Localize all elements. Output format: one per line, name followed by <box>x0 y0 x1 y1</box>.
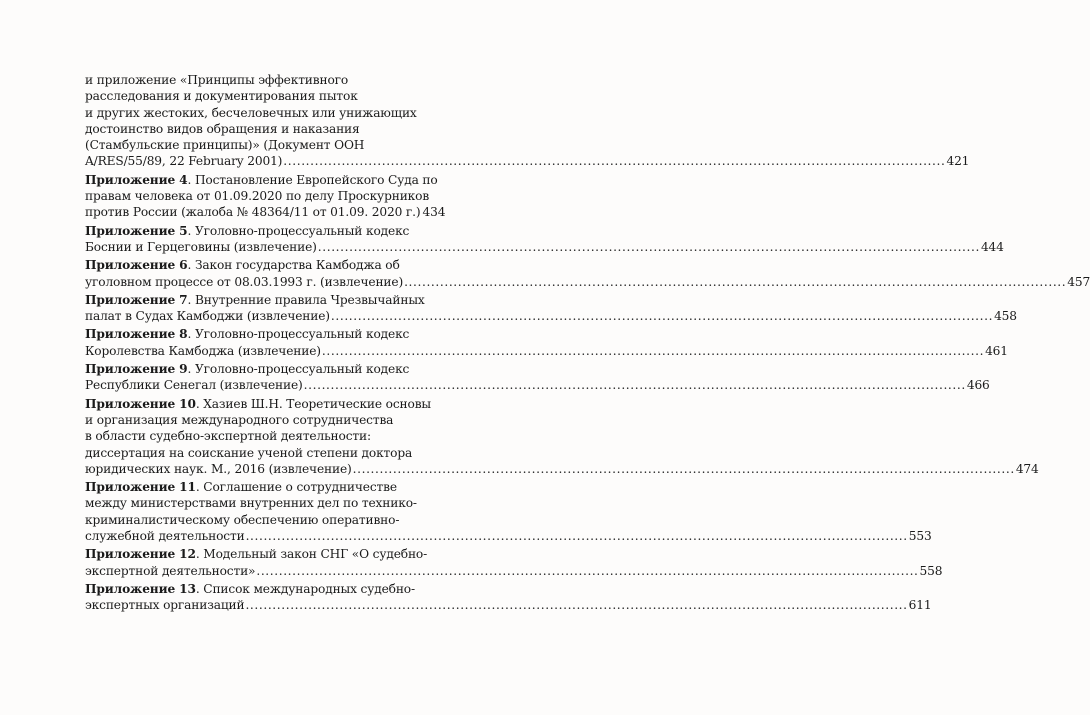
appendix-label: Приложение 11 <box>85 480 196 495</box>
toc-entry-line <box>85 72 433 88</box>
toc-entry-text: достоинство видов обращения и наказания <box>85 121 360 136</box>
toc-entry-last-line <box>85 528 932 544</box>
toc-entry-line <box>85 223 433 239</box>
toc-entry-text: правам человека от 01.09.2020 по делу Проскурников <box>85 189 430 204</box>
toc-entry-last-line <box>85 239 1004 255</box>
page-number: 461 <box>985 343 1008 358</box>
page-number: 458 <box>994 309 1017 324</box>
toc-entry-text: палат в Судах Камбоджи (извлечение) <box>85 309 330 324</box>
toc-entry-text: (Стамбульские принципы)» (Документ ООН <box>85 138 365 153</box>
toc-entry-text: и организация международного сотрудничества <box>85 412 394 427</box>
toc-entry-text: криминалистическому обеспечению оперативно- <box>85 512 400 527</box>
toc-entry-text: Королевства Камбоджа (извлечение) <box>85 343 321 358</box>
dot-leader <box>331 308 993 324</box>
toc-entry-text: и других жестоких, бесчеловечных или унижающих <box>85 105 417 120</box>
toc-entry-text: Республики Сенегал (извлечение) <box>85 378 303 393</box>
toc-entry-last-line <box>85 204 446 220</box>
toc-entry-last-line <box>85 597 932 613</box>
toc-entry <box>85 396 1039 477</box>
dot-leader <box>256 563 918 579</box>
toc-entry-text: A/RES/55/89, 22 February 2001) <box>85 154 283 169</box>
toc-entry-text: . Закон государства Камбоджа об <box>187 258 400 273</box>
toc-entry-line <box>85 479 433 495</box>
toc-entry-text: . Модельный закон СНГ «О судебно- <box>195 547 428 562</box>
toc-entry-last-line <box>85 461 1039 477</box>
toc-entry-line <box>85 121 433 137</box>
dot-leader <box>245 597 907 613</box>
toc-entry-text: юридических наук. М., 2016 (извлечение) <box>85 461 352 476</box>
toc-entry-text: . Уголовно-процессуальный кодекс <box>187 362 410 377</box>
dot-leader <box>246 528 908 544</box>
toc-entry-line <box>85 361 433 377</box>
toc-entry-line <box>85 326 433 342</box>
page-number: 421 <box>946 154 970 169</box>
table-of-contents <box>85 72 1090 616</box>
dot-leader <box>318 239 980 255</box>
toc-entry-line <box>85 292 433 308</box>
toc-entry-text: экспертных организаций <box>85 598 245 613</box>
toc-entry <box>85 326 1008 359</box>
appendix-label: Приложение 8 <box>85 327 188 342</box>
toc-entry-line <box>85 581 433 597</box>
toc-entry-last-line <box>85 274 1090 290</box>
page-number: 558 <box>919 563 943 578</box>
toc-entry <box>85 581 932 614</box>
appendix-label: Приложение 10 <box>85 396 196 411</box>
toc-entry <box>85 223 1004 256</box>
appendix-label: Приложение 7 <box>85 292 188 307</box>
toc-entry <box>85 546 943 579</box>
appendix-label: Приложение 12 <box>85 547 196 562</box>
toc-entry-text: между министерствами внутренних дел по технико- <box>85 496 417 511</box>
appendix-label: Приложение 13 <box>85 581 196 596</box>
page-number: 434 <box>422 205 446 220</box>
toc-entry-line <box>85 512 433 528</box>
toc-entry <box>85 172 446 221</box>
page-number: 444 <box>980 239 1004 254</box>
toc-entry-text: экспертной деятельности» <box>85 563 256 578</box>
page-number: 553 <box>908 529 932 544</box>
toc-entry-text: . Хазиев Ш.Н. Теоретические основы <box>195 396 431 411</box>
dot-leader <box>283 153 945 169</box>
toc-entry-line <box>85 172 438 188</box>
toc-entry-line <box>85 495 433 511</box>
appendix-label: Приложение 9 <box>85 362 188 377</box>
dot-leader <box>404 274 1066 290</box>
appendix-label: Приложение 5 <box>85 223 188 238</box>
page-number: 474 <box>1015 461 1039 476</box>
toc-entry-text: . Уголовно-процессуальный кодекс <box>187 327 410 342</box>
toc-entry-line <box>85 396 433 412</box>
toc-entry-last-line <box>85 153 970 169</box>
toc-entry-text: Боснии и Герцеговины (извлечение) <box>85 239 317 254</box>
toc-entry-text: . Внутренние правила Чрезвычайных <box>187 292 425 307</box>
toc-entry <box>85 361 990 394</box>
toc-entry-line <box>85 412 433 428</box>
toc-entry-line <box>85 428 433 444</box>
toc-entry-last-line <box>85 343 1008 359</box>
toc-entry-line <box>85 105 433 121</box>
toc-entry-text: уголовном процессе от 08.03.1993 г. (извлечение) <box>85 274 404 289</box>
page-number: 466 <box>966 378 990 393</box>
toc-entry-text: против России (жалоба № 48364/11 от 01.09. 2020 г.) <box>85 205 421 220</box>
toc-entry-last-line <box>85 563 943 579</box>
dot-leader <box>353 461 1015 477</box>
toc-entry-line <box>85 257 433 273</box>
page-number: 611 <box>908 598 932 613</box>
toc-entry-text: . Уголовно-процессуальный кодекс <box>187 223 410 238</box>
toc-entry-last-line <box>85 308 1017 324</box>
toc-entry <box>85 257 1090 290</box>
dot-leader <box>322 343 984 359</box>
page-number: 457 <box>1067 274 1090 289</box>
toc-entry <box>85 292 1017 325</box>
toc-entry-text: и приложение «Принципы эффективного <box>85 73 349 87</box>
appendix-label: Приложение 4 <box>85 172 188 187</box>
toc-entry-text: диссертация на соискание ученой степени доктора <box>85 445 413 460</box>
toc-entry-text: . Постановление Европейского Суда по <box>187 172 438 187</box>
toc-entry-text: служебной деятельности <box>85 529 245 544</box>
toc-entry-text: расследования и документирования пыток <box>85 89 358 104</box>
toc-entry-text: . Список международных судебно- <box>195 581 415 596</box>
toc-entry-line <box>85 137 433 153</box>
toc-entry-line <box>85 188 433 204</box>
appendix-label: Приложение 6 <box>85 258 188 273</box>
toc-entry <box>85 72 970 170</box>
toc-entry-line <box>85 445 433 461</box>
dot-leader <box>304 377 966 393</box>
toc-entry-line <box>85 88 433 104</box>
toc-entry-text: . Соглашение о сотрудничестве <box>195 480 397 495</box>
toc-entry-line <box>85 546 433 562</box>
toc-entry <box>85 479 932 544</box>
toc-entry-text: в области судебно-экспертной деятельности: <box>85 429 371 444</box>
toc-entry-last-line <box>85 377 990 393</box>
